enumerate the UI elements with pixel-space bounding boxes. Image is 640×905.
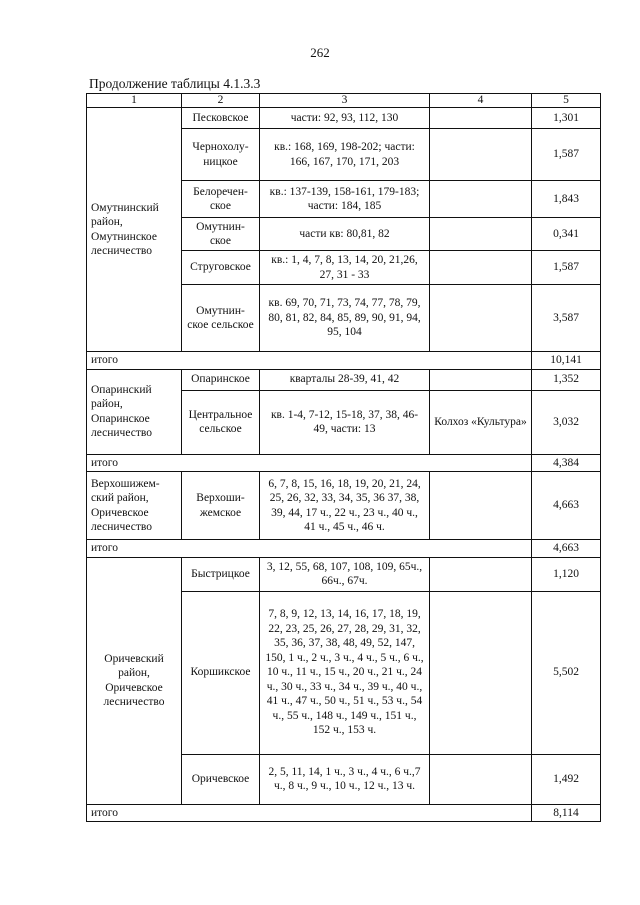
header-cell: 1	[87, 94, 182, 108]
total-row	[87, 804, 601, 822]
quarters-cell: кв.: 137-139, 158-161, 179-183; части: 184, 185	[260, 181, 430, 218]
total-value: 8,114	[532, 804, 601, 822]
quarters-cell: части кв: 80,81, 82	[260, 218, 430, 251]
area-cell: 1,492	[532, 754, 601, 804]
table-row	[87, 557, 601, 591]
forestry-cell: Центральное сельское	[182, 390, 260, 454]
table-row	[87, 108, 601, 129]
quarters-cell: кв.: 1, 4, 7, 8, 13, 14, 20, 21,26, 27, 31 - 33	[260, 251, 430, 285]
total-label: итого	[87, 804, 532, 822]
total-label: итого	[87, 454, 532, 472]
area-cell: 1,301	[532, 108, 601, 129]
note-cell	[430, 251, 532, 285]
table-row	[87, 369, 601, 390]
district-cell: Омутнинский район, Омутнинское лесничество	[87, 108, 182, 352]
note-cell	[430, 591, 532, 754]
data-table	[86, 93, 601, 822]
header-cell: 5	[532, 94, 601, 108]
note-cell: Колхоз «Культура»	[430, 390, 532, 454]
forestry-cell: Быстрицкое	[182, 557, 260, 591]
note-cell	[430, 754, 532, 804]
district-cell: Опаринский район, Опаринское лесничество	[87, 369, 182, 454]
forestry-cell: Струговское	[182, 251, 260, 285]
header-cell: 2	[182, 94, 260, 108]
area-cell: 1,352	[532, 369, 601, 390]
header-cell: 4	[430, 94, 532, 108]
quarters-cell: кв. 69, 70, 71, 73, 74, 77, 78, 79, 80, 81, 82, 84, 85, 89, 90, 91, 94, 95, 104	[260, 285, 430, 352]
quarters-cell: части: 92, 93, 112, 130	[260, 108, 430, 129]
total-value: 4,384	[532, 454, 601, 472]
forestry-cell: Белоречен-ское	[182, 181, 260, 218]
forestry-cell: Коршикское	[182, 591, 260, 754]
note-cell	[430, 285, 532, 352]
quarters-cell: 2, 5, 11, 14, 1 ч., 3 ч., 4 ч., 6 ч.,7 ч., 8 ч., 9 ч., 10 ч., 12 ч., 13 ч.	[260, 754, 430, 804]
total-value: 10,141	[532, 352, 601, 370]
forestry-cell: Песковское	[182, 108, 260, 129]
total-label: итого	[87, 540, 532, 558]
area-cell: 1,843	[532, 181, 601, 218]
quarters-cell: кв. 1-4, 7-12, 15-18, 37, 38, 46-49, части: 13	[260, 390, 430, 454]
note-cell	[430, 218, 532, 251]
area-cell: 1,587	[532, 129, 601, 181]
area-cell: 4,663	[532, 472, 601, 540]
area-cell: 1,587	[532, 251, 601, 285]
header-row	[87, 94, 601, 108]
total-row	[87, 352, 601, 370]
quarters-cell: 7, 8, 9, 12, 13, 14, 16, 17, 18, 19, 22, 23, 25, 26, 27, 28, 29, 31, 32, 35, 36, 37, 38, 48, 49, 52, 147, 150, 1 ч., 2 ч., 3 ч., 4 ч., 5 ч., 6 ч., 10 ч., 11 ч., 15 ч., 20 ч., 21 ч., 24 ч., 30 ч., 33 ч., 34 ч., 39 ч., 40 ч., 41 ч., 47 ч., 50 ч., 51 ч., 53 ч., 54 ч., 55 ч., 148 ч., 149 ч., 151 ч., 152 ч., 153 ч.	[260, 591, 430, 754]
table-row	[87, 472, 601, 540]
total-row	[87, 540, 601, 558]
header-cell: 3	[260, 94, 430, 108]
note-cell	[430, 472, 532, 540]
area-cell: 0,341	[532, 218, 601, 251]
note-cell	[430, 181, 532, 218]
area-cell: 3,587	[532, 285, 601, 352]
forestry-cell: Омутнин-ское	[182, 218, 260, 251]
forestry-cell: Оричевское	[182, 754, 260, 804]
page-number: 262	[310, 45, 330, 60]
note-cell	[430, 557, 532, 591]
table-caption: Продолжение таблицы 4.1.3.3	[89, 76, 261, 91]
note-cell	[430, 369, 532, 390]
total-value: 4,663	[532, 540, 601, 558]
quarters-cell: 3, 12, 55, 68, 107, 108, 109, 65ч., 66ч., 67ч.	[260, 557, 430, 591]
area-cell: 3,032	[532, 390, 601, 454]
quarters-cell: кв.: 168, 169, 198-202; части: 166, 167, 170, 171, 203	[260, 129, 430, 181]
area-cell: 5,502	[532, 591, 601, 754]
district-cell: Оричевский район, Оричевское лесничество	[87, 557, 182, 804]
district-cell: Верхошижем-ский район, Оричевское лесничество	[87, 472, 182, 540]
forestry-cell: Опаринское	[182, 369, 260, 390]
total-label: итого	[87, 352, 532, 370]
area-cell: 1,120	[532, 557, 601, 591]
quarters-cell: кварталы 28-39, 41, 42	[260, 369, 430, 390]
forestry-cell: Верхоши-жемское	[182, 472, 260, 540]
total-row	[87, 454, 601, 472]
quarters-cell: 6, 7, 8, 15, 16, 18, 19, 20, 21, 24, 25, 26, 32, 33, 34, 35, 36 37, 38, 39, 44, 17 ч., 22 ч., 23 ч., 40 ч., 41 ч., 45 ч., 46 ч.	[260, 472, 430, 540]
note-cell	[430, 108, 532, 129]
forestry-cell: Омутнин-ское сельское	[182, 285, 260, 352]
forestry-cell: Чернохолу-ницкое	[182, 129, 260, 181]
note-cell	[430, 129, 532, 181]
